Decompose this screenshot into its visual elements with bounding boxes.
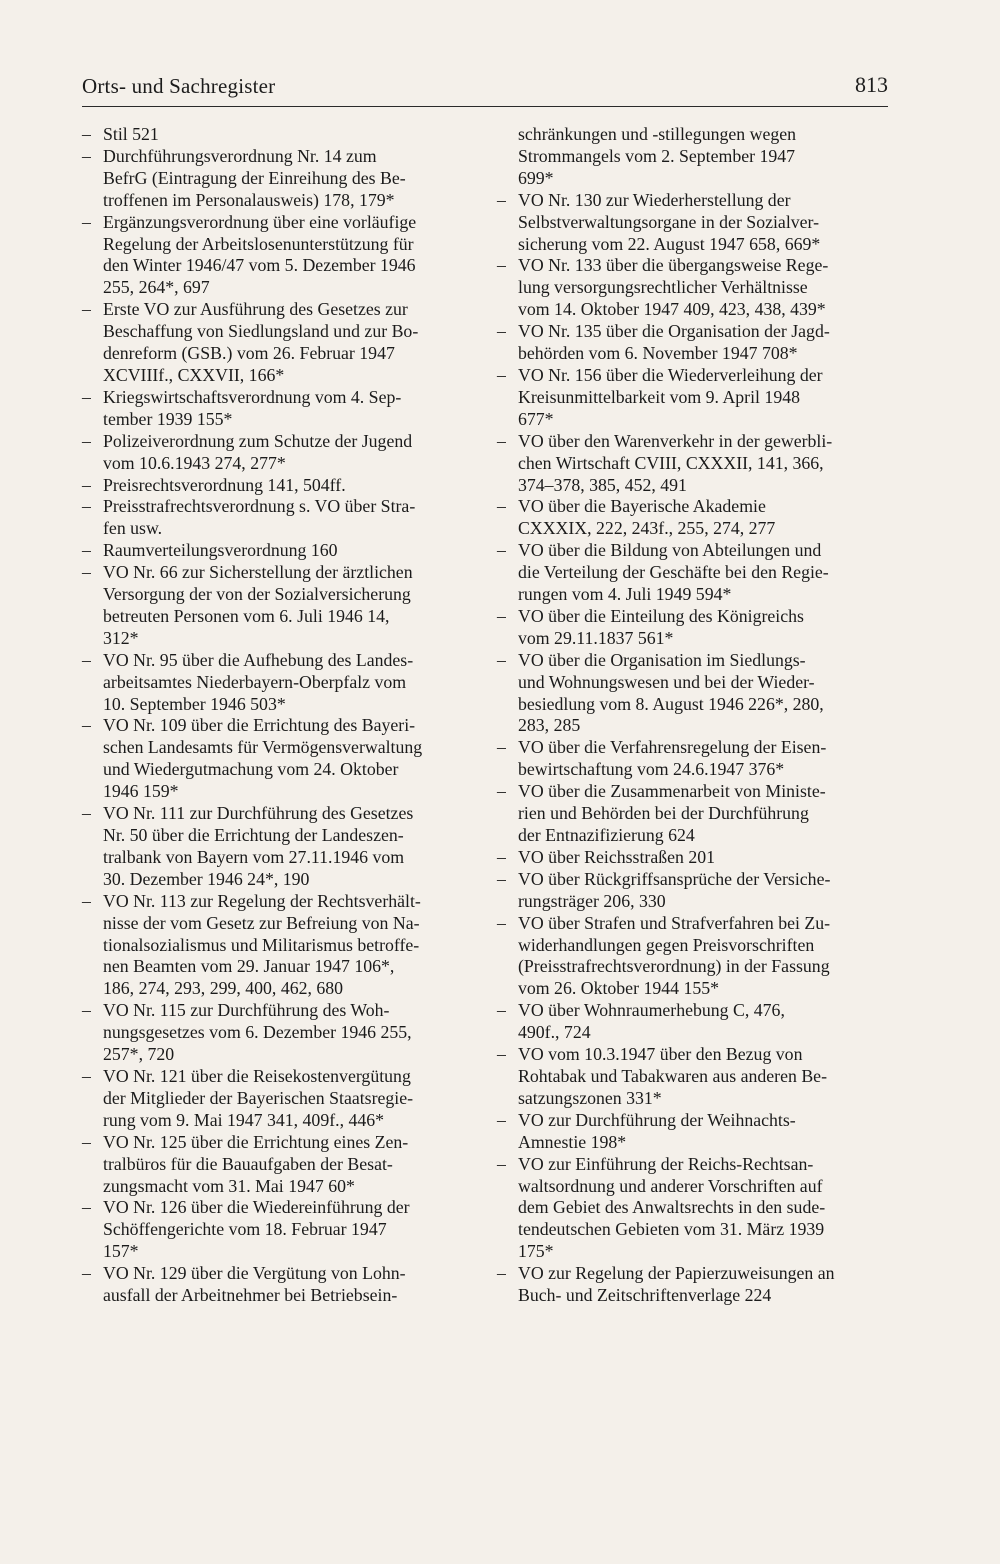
entry-dash: – [497, 649, 506, 670]
index-entry [82, 475, 468, 497]
index-entry [497, 1110, 885, 1154]
entry-text: schränkungen und -stillegungen wegen Strommangels vom 2. September 1947 699* [518, 124, 797, 188]
index-entry [82, 1066, 468, 1132]
entry-dash: – [82, 890, 91, 911]
page-header [82, 70, 888, 107]
entry-text: VO Nr. 125 über die Errichtung eines Zen- tralbüros für die Bauaufgaben der Besat- zungsmacht vom 31. Mai 1947 60* [103, 1131, 409, 1196]
entry-dash: – [82, 386, 91, 407]
entry-text: VO über die Zusammenarbeit von Ministe- rien und Behörden bei der Durchführung der Entnazifizierung 624 [518, 781, 826, 845]
index-entry [82, 496, 468, 540]
index-entry [497, 255, 885, 321]
index-entry [82, 124, 468, 146]
entry-text: VO zur Durchführung der Weihnachts- Amnestie 198* [518, 1109, 796, 1152]
index-entry [497, 540, 885, 606]
entry-dash: – [497, 1109, 506, 1130]
index-entry [82, 146, 468, 212]
entry-text: Erste VO zur Ausführung des Gesetzes zur Beschaffung von Siedlungsland und zur Bo- denreform (GSB.) vom 26. Februar 1947 XCVIIIf., CXXVII, 166* [103, 299, 419, 385]
entry-dash: – [497, 1153, 506, 1174]
index-entry [497, 431, 885, 497]
entry-dash: – [497, 255, 506, 276]
index-entry [497, 1263, 885, 1307]
index-entry [497, 365, 885, 431]
index-entry [497, 1044, 885, 1110]
entry-text: VO über die Organisation im Siedlungs- und Wohnungswesen und bei der Wieder- besiedlung vom 8. August 1946 226*, 280, 283, 285 [518, 649, 824, 736]
index-entry [497, 847, 885, 869]
index-entry [82, 387, 468, 431]
index-entry [82, 431, 468, 475]
entry-dash: – [497, 321, 506, 342]
entry-dash: – [82, 562, 91, 583]
index-entry [497, 321, 885, 365]
entry-text: VO Nr. 109 über die Errichtung des Bayeri- schen Landesamts für Vermögensverwaltung und Wiedergutmachung vom 24. Oktober 1946 159* [103, 715, 423, 802]
index-entry [82, 1197, 468, 1263]
entry-text: VO Nr. 130 zur Wiederherstellung der Selbstverwaltungsorgane in der Sozialver- sicherung vom 22. August 1947 658, 669* [518, 189, 821, 254]
index-entry [497, 1000, 885, 1044]
entry-dash: – [82, 430, 91, 451]
index-entry [497, 496, 885, 540]
entry-text: VO über Strafen und Strafverfahren bei Zu- widerhandlungen gegen Preisvorschriften (Preisstrafrechtsverordnung) in der Fassung vom 26. Oktober 1944 155* [518, 912, 831, 999]
entry-dash: – [497, 430, 506, 451]
entry-dash: – [82, 1263, 91, 1284]
entry-dash: – [497, 1000, 506, 1021]
entry-text: Stil 521 [103, 124, 159, 144]
index-entry [82, 212, 468, 300]
index-entry [497, 737, 885, 781]
index-entry [82, 803, 468, 891]
entry-text: VO Nr. 113 zur Regelung der Rechtsverhält- nisse der vom Gesetz zur Befreiung von Na- tionalsozialismus und Militarismus betroffe- nen Beamten vom 29. Januar 1947 106*, 186, 274, 293, 299, 400, 462, 680 [103, 890, 421, 999]
entry-dash: – [82, 1197, 91, 1218]
running-title: Orts- und Sachregister [82, 74, 276, 98]
entry-text: VO Nr. 111 zur Durchführung des Gesetzes Nr. 50 über die Errichtung der Landeszen- tralbank von Bayern vom 27.11.1946 vom 30. Dezember 1946 24*, 190 [103, 803, 414, 889]
entry-dash: – [82, 540, 91, 561]
index-entry [82, 540, 468, 562]
page-number: 813 [855, 72, 888, 97]
entry-dash: – [497, 496, 506, 517]
index-entry [82, 715, 468, 803]
entry-dash: – [497, 540, 506, 561]
index-entry [497, 650, 885, 738]
entry-text: VO Nr. 156 über die Wiederverleihung der Kreisunmittelbarkeit vom 9. April 1948 677* [518, 364, 823, 429]
entry-text: Kriegswirtschaftsverordnung vom 4. Sep- tember 1939 155* [103, 386, 402, 429]
entry-dash: – [497, 1044, 506, 1065]
entry-dash: – [82, 145, 91, 166]
entry-dash: – [497, 846, 506, 867]
entry-dash: – [82, 474, 91, 495]
index-entry [82, 1263, 468, 1307]
entry-dash: – [82, 1131, 91, 1152]
index-entry [82, 299, 468, 387]
entry-dash: – [82, 211, 91, 232]
index-entry [82, 650, 468, 716]
entry-text: VO Nr. 121 über die Reisekostenvergütung der Mitglieder der Bayerischen Staatsregie- rung vom 9. Mai 1947 341, 409f., 446* [103, 1065, 414, 1130]
entry-text: VO Nr. 135 über die Organisation der Jagd- behörden vom 6. November 1947 708* [518, 321, 830, 364]
entry-text: VO über die Bayerische Akademie CXXXIX, 222, 243f., 255, 274, 277 [518, 496, 776, 539]
entry-dash: – [82, 124, 91, 144]
entry-text: VO Nr. 126 über die Wiedereinführung der Schöffengerichte vom 18. Februar 1947 157* [103, 1197, 410, 1262]
index-entry [82, 891, 468, 1001]
entry-dash: – [82, 496, 91, 517]
entry-text: VO Nr. 115 zur Durchführung des Woh- nungsgesetzes vom 6. Dezember 1946 255, 257*, 720 [103, 1000, 412, 1065]
entry-dash: – [82, 1000, 91, 1021]
entry-text: VO über den Warenverkehr in der gewerbli- chen Wirtschaft CVIII, CXXXII, 141, 366, 374–378, 385, 452, 491 [518, 430, 833, 495]
index-entry [82, 1132, 468, 1198]
entry-dash: – [497, 189, 506, 210]
entry-text: VO über die Verfahrensregelung der Eisen- bewirtschaftung vom 24.6.1947 376* [518, 737, 827, 780]
entry-text: VO zur Einführung der Reichs-Rechtsan- waltsordnung und anderer Vorschriften auf dem Gebiet des Anwaltsrechts in den sude- tendeutschen Gebieten vom 31. März 1939 175* [518, 1153, 826, 1262]
index-entry [497, 190, 885, 256]
entry-text: VO über Reichsstraßen 201 [518, 846, 716, 867]
entry-dash: – [497, 737, 506, 758]
entry-text: Polizeiverordnung zum Schutze der Jugend vom 10.6.1943 274, 277* [103, 430, 413, 473]
entry-text: VO Nr. 66 zur Sicherstellung der ärztlichen Versorgung der von der Sozialversicherung betreuten Personen vom 6. Juli 1946 14, 312* [103, 562, 413, 648]
entry-dash: – [497, 868, 506, 889]
entry-text: VO vom 10.3.1947 über den Bezug von Rohtabak und Tabakwaren aus anderen Be- satzungszonen 331* [518, 1044, 827, 1108]
index-entry [82, 1000, 468, 1066]
index-entry [497, 869, 885, 913]
entry-text: VO Nr. 95 über die Aufhebung des Landes- arbeitsamtes Niederbayern-Oberpfalz vom 10. September 1946 503* [103, 649, 414, 714]
index-column-right [497, 124, 885, 1307]
entry-text: VO über Rückgriffsansprüche der Versiche- rungsträger 206, 330 [518, 868, 831, 911]
entry-text: Durchführungsverordnung Nr. 14 zum BefrG (Eintragung der Einreihung des Be- troffenen im Personalausweis) 178, 179* [103, 145, 406, 210]
entry-text: Preisstrafrechtsverordnung s. VO über Stra- fen usw. [103, 496, 416, 539]
entry-dash: – [497, 912, 506, 933]
entry-dash: – [497, 781, 506, 802]
index-entry [497, 913, 885, 1001]
index-entry [497, 124, 885, 190]
entry-dash: – [82, 649, 91, 670]
entry-dash: – [82, 803, 91, 824]
entry-dash: – [82, 299, 91, 320]
entry-dash: – [82, 1065, 91, 1086]
index-entry [497, 1154, 885, 1264]
entry-text: VO über Wohnraumerhebung C, 476, 490f., 724 [518, 1000, 785, 1043]
entry-dash: – [497, 364, 506, 385]
index-entry [497, 781, 885, 847]
entry-text: VO zur Regelung der Papierzuweisungen an Buch- und Zeitschriftenverlage 224 [518, 1263, 835, 1306]
entry-text: VO Nr. 129 über die Vergütung von Lohn- ausfall der Arbeitnehmer bei Betriebsein- [103, 1263, 406, 1306]
entry-dash: – [497, 605, 506, 626]
entry-dash: – [497, 1263, 506, 1284]
entry-text: VO über die Einteilung des Königreichs vom 29.11.1837 561* [518, 605, 804, 648]
index-entry [497, 606, 885, 650]
entry-text: Raumverteilungsverordnung 160 [103, 540, 338, 561]
entry-text: VO Nr. 133 über die übergangsweise Rege- lung versorgungsrechtlicher Verhältnisse vom 14. Oktober 1947 409, 423, 438, 439* [518, 255, 829, 320]
index-entry [82, 562, 468, 650]
entry-dash: – [82, 715, 91, 736]
entry-text: VO über die Bildung von Abteilungen und die Verteilung der Geschäfte bei den Regie- rungen vom 4. Juli 1949 594* [518, 540, 829, 605]
entry-text: Ergänzungsverordnung über eine vorläufige Regelung der Arbeitslosenunterstützung für den Winter 1946/47 vom 5. Dezember 1946 255, 264*, 697 [103, 211, 417, 298]
entry-text: Preisrechtsverordnung 141, 504ff. [103, 474, 346, 495]
index-column-left [82, 124, 468, 1307]
